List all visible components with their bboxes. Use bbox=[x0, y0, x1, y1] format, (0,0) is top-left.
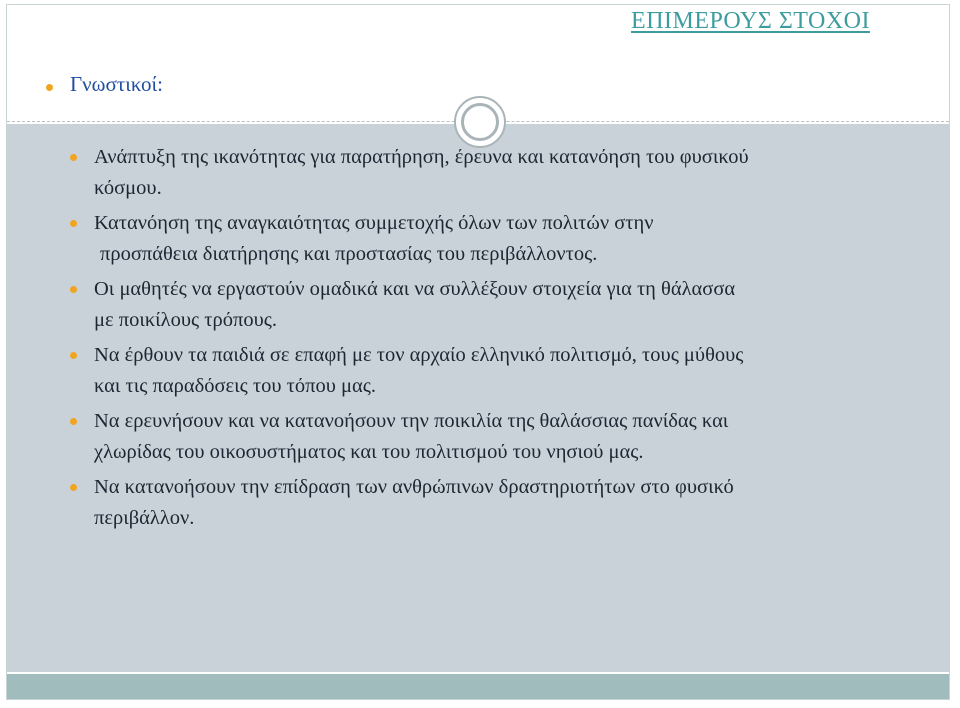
bullet-text-line1: Να ερευνήσουν και να κατανοήσουν την ποικιλία της θαλάσσιας πανίδας και bbox=[94, 410, 729, 432]
list-item bbox=[70, 406, 892, 468]
bullet-text-line2: και τις παραδόσεις του τόπου μας. bbox=[94, 375, 377, 397]
bullet-dot-icon bbox=[70, 286, 77, 293]
bullet-text-line1: Να κατανοήσουν την επίδραση των ανθρώπινων δραστηριοτήτων στο φυσικό bbox=[94, 476, 734, 498]
subheading-text: Γνωστικοί: bbox=[70, 72, 163, 96]
bullet-text-line1: Να έρθουν τα παιδιά σε επαφή με τον αρχαίο ελληνικό πολιτισμό, τους μύθους bbox=[94, 344, 744, 366]
bullet-text-line2: περιβάλλον. bbox=[94, 507, 195, 529]
list-item bbox=[70, 274, 892, 336]
list-item bbox=[70, 208, 892, 270]
double-ring-ornament-icon bbox=[454, 96, 506, 148]
objectives-list bbox=[70, 142, 892, 538]
bullet-text-line2: χλωρίδας του οικοσυστήματος και του πολιτισμού του νησιού μας. bbox=[94, 441, 644, 463]
subheading bbox=[70, 72, 163, 97]
list-item bbox=[70, 142, 892, 204]
bullet-text-line2: με ποικίλους τρόπους. bbox=[94, 309, 277, 331]
bullet-text-line1: Οι μαθητές να εργαστούν ομαδικά και να συλλέξουν στοιχεία για τη θάλασσα bbox=[94, 278, 736, 300]
bullet-dot-icon bbox=[46, 84, 53, 91]
bullet-dot-icon bbox=[70, 418, 77, 425]
inner-ring bbox=[461, 103, 499, 141]
bullet-text-line2: προσπάθεια διατήρησης και προστασίας του περιβάλλοντος. bbox=[100, 243, 598, 265]
bullet-dot-icon bbox=[70, 484, 77, 491]
list-item bbox=[70, 340, 892, 402]
slide-title: ΕΠΙΜΕΡΟΥΣ ΣΤΟΧΟΙ bbox=[631, 8, 870, 34]
bullet-text-line2: κόσμου. bbox=[94, 177, 162, 199]
bullet-dot-icon bbox=[70, 220, 77, 227]
bullet-dot-icon bbox=[70, 352, 77, 359]
list-item bbox=[70, 472, 892, 534]
bullet-text-line1: Ανάπτυξη της ικανότητας για παρατήρηση, έρευνα και κατανόηση του φυσικού bbox=[94, 146, 749, 168]
bullet-dot-icon bbox=[70, 154, 77, 161]
bullet-text-line1: Κατανόηση της αναγκαιότητας συμμετοχής όλων των πολιτών στην bbox=[94, 212, 654, 234]
